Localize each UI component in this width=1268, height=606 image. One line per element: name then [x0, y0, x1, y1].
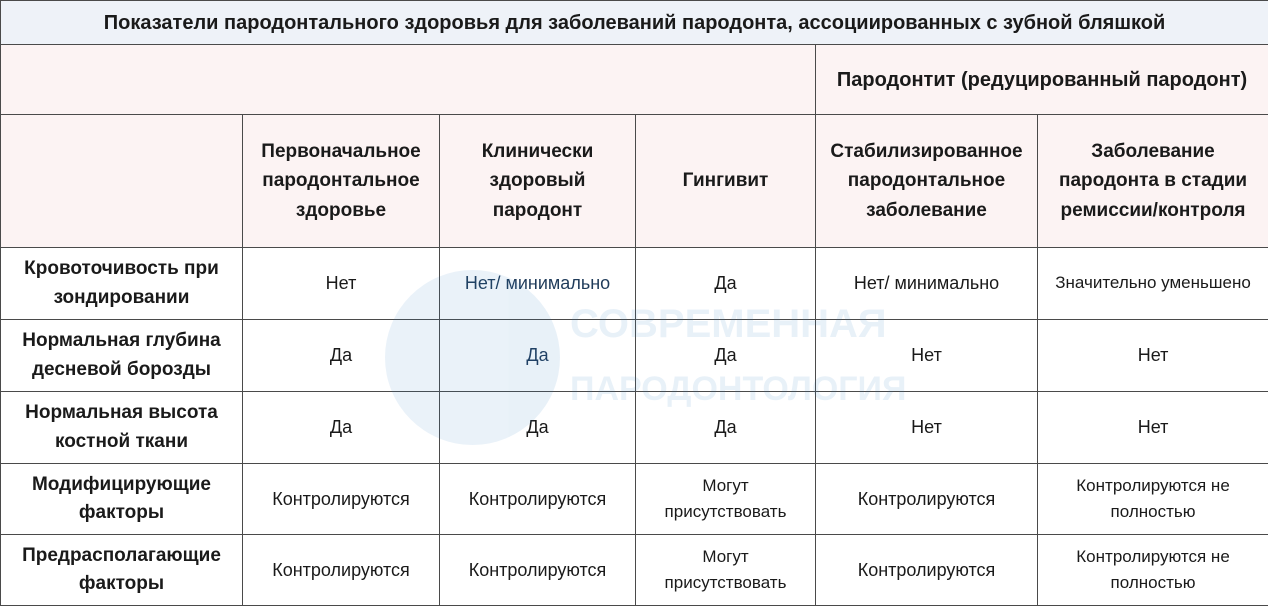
table-cell: Нет [816, 320, 1038, 392]
table-cell: Да [636, 320, 816, 392]
table-cell: Контролируются [440, 464, 636, 535]
table-cell: Могут присутствовать [636, 464, 816, 535]
row-label: Нормальная высота костной ткани [1, 392, 243, 464]
table-cell: Нет [243, 248, 440, 320]
table-cell: Контролируются [243, 464, 440, 535]
col-header-clinically-healthy: Клинически здоровый пародонт [440, 115, 636, 248]
table-cell: Контролируются не полностью [1038, 464, 1268, 535]
table-cell: Контролируются [816, 535, 1038, 606]
table-cell: Да [636, 392, 816, 464]
table-title: Показатели пародонтального здоровья для заболеваний пародонта, ассоциированных с зубной бляшкой [1, 1, 1268, 45]
table-cell: Контролируются [243, 535, 440, 606]
row-label: Кровоточивость при зондировании [1, 248, 243, 320]
empty-group-header [1, 45, 816, 115]
table-cell: Да [243, 392, 440, 464]
watermark-line1: СОВРЕМЕННАЯ [570, 302, 887, 347]
row-label: Нормальная глубина десневой борозды [1, 320, 243, 392]
table-cell: Контролируются [440, 535, 636, 606]
table-cell: Могут присутствовать [636, 535, 816, 606]
periodontitis-group-header: Пародонтит (редуцированный пародонт) [816, 45, 1268, 115]
table-row [1, 320, 1268, 392]
table-row [1, 248, 1268, 320]
table-row [1, 535, 1268, 606]
col-header-initial-health: Первоначальное пародонтальное здоровье [243, 115, 440, 248]
table-row [1, 464, 1268, 535]
corner-header [1, 115, 243, 248]
col-header-remission: Заболевание пародонта в стадии ремиссии/контроля [1038, 115, 1268, 248]
col-header-stable-disease: Стабилизированное пародонтальное заболевание [816, 115, 1038, 248]
row-label: Предрасполагающие факторы [1, 535, 243, 606]
table-cell: Да [440, 320, 636, 392]
table-cell: Контролируются не полностью [1038, 535, 1268, 606]
table-cell: Нет [1038, 392, 1268, 464]
table-cell: Нет/ минимально [440, 248, 636, 320]
table-cell: Да [440, 392, 636, 464]
table-cell: Да [636, 248, 816, 320]
row-label: Модифицирующие факторы [1, 464, 243, 535]
table-row [1, 392, 1268, 464]
table-cell: Нет/ минимально [816, 248, 1038, 320]
table-cell: Значительно уменьшено [1038, 248, 1268, 320]
table-cell: Контролируются [816, 464, 1038, 535]
watermark-line2: ПАРОДОНТОЛОГИЯ [570, 370, 906, 409]
table-cell: Нет [1038, 320, 1268, 392]
table-cell: Нет [816, 392, 1038, 464]
col-header-gingivitis: Гингивит [636, 115, 816, 248]
table-cell: Да [243, 320, 440, 392]
